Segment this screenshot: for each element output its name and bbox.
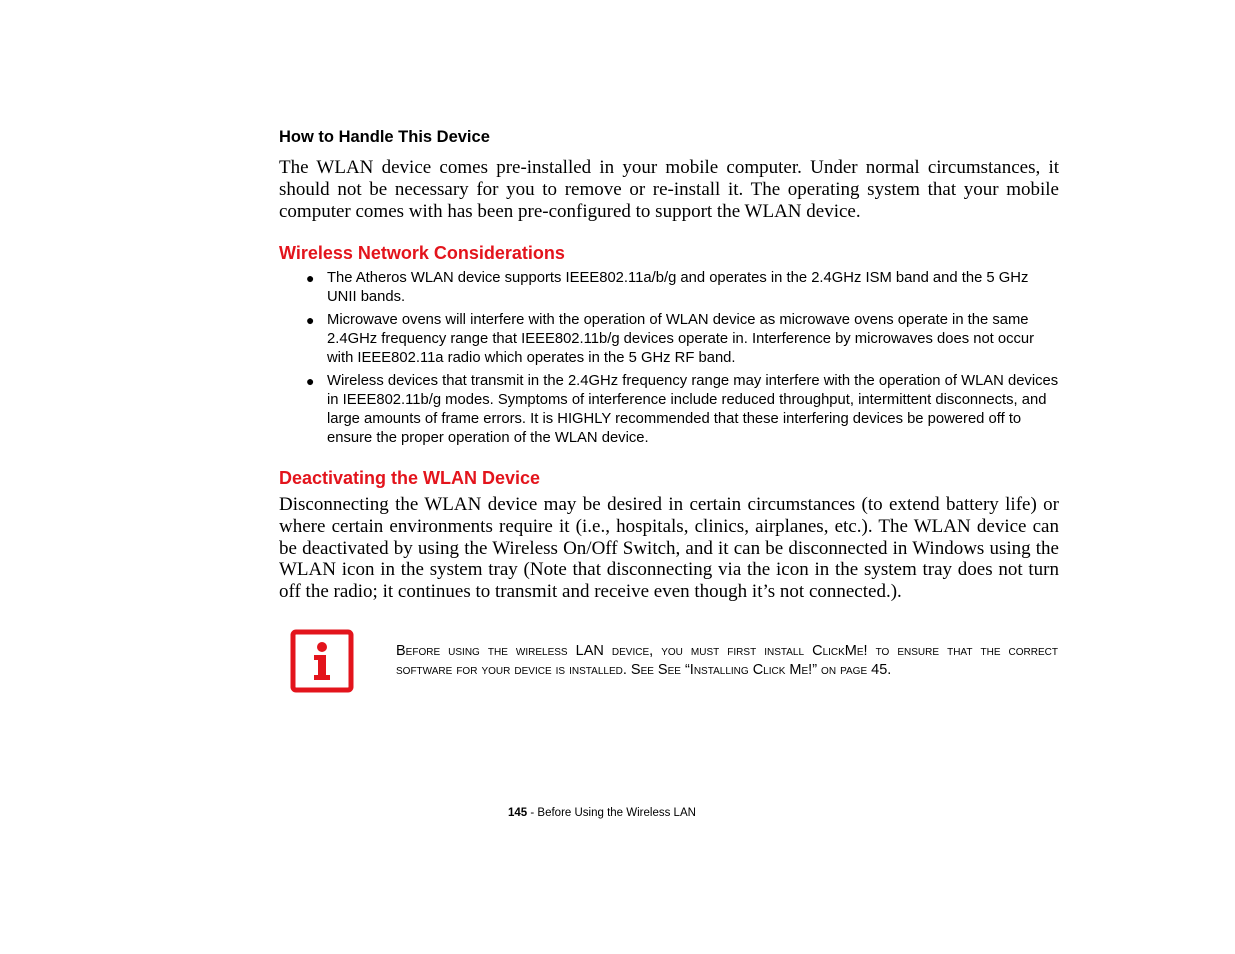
page-footer: [508, 807, 696, 819]
section-heading-wireless-considerations: Wireless Network Considerations: [279, 243, 565, 263]
list-item: ● Microwave ovens will interfere with the operation of WLAN device as microwave ovens operate in the same 2.4GHz frequency range that IEEE802.11b/g devices operate in. Interference by microwaves does not occur with IEEE802.11a radio which operates in the 5 GHz RF band.: [306, 312, 1035, 366]
note-text: Before using the wireless LAN device, you must first install ClickMe! to ensure that the correct software for your device is installed. See See “Installing Click Me!” on page 45.: [396, 643, 1058, 678]
considerations-list: [279, 269, 1059, 452]
paragraph-deactivating: Disconnecting the WLAN device may be desired in certain circumstances (to extend battery life) or where certain environments require it (i.e., hospitals, clinics, airplanes, etc.). The WLAN device can be deactivated by using the Wireless On/Off Switch, and it can be disconnected in Windows using the WLAN icon in the system tray (Note that disconnecting via the icon in the system tray does not turn off the radio; it continues to transmit and receive even though it’s not connected.).: [279, 494, 1059, 603]
bullet-icon: ●: [306, 270, 315, 286]
paragraph-handle-device: The WLAN device comes pre-installed in your mobile computer. Under normal circumstances, it should not be necessary for you to remove or re-install it. The operating system that your mobile computer comes with has been pre-configured to support the WLAN device.: [279, 157, 1059, 222]
footer-section-title: Before Using the Wireless LAN: [537, 807, 696, 819]
bullet-icon: ●: [306, 312, 315, 328]
page-number: 145: [508, 807, 528, 819]
section-heading-handle-device: How to Handle This Device: [279, 128, 490, 146]
section-heading-deactivating: Deactivating the WLAN Device: [279, 468, 541, 488]
footer-separator: -: [527, 807, 538, 819]
list-item: ● The Atheros WLAN device supports IEEE802.11a/b/g and operates in the 2.4GHz ISM band and the 5 GHz UNII bands.: [306, 270, 1029, 305]
info-icon: [290, 629, 354, 693]
bullet-icon: ●: [306, 373, 315, 389]
list-item: ● Wireless devices that transmit in the 2.4GHz frequency range may interfere with the operation of WLAN devices in IEEE802.11b/g modes. Symptoms of interference include reduced throughput, intermittent disconnects, and large amounts of frame errors. It is HIGHLY recommended that these interfering devices be powered off to ensure the proper operation of the WLAN device.: [306, 373, 1059, 446]
